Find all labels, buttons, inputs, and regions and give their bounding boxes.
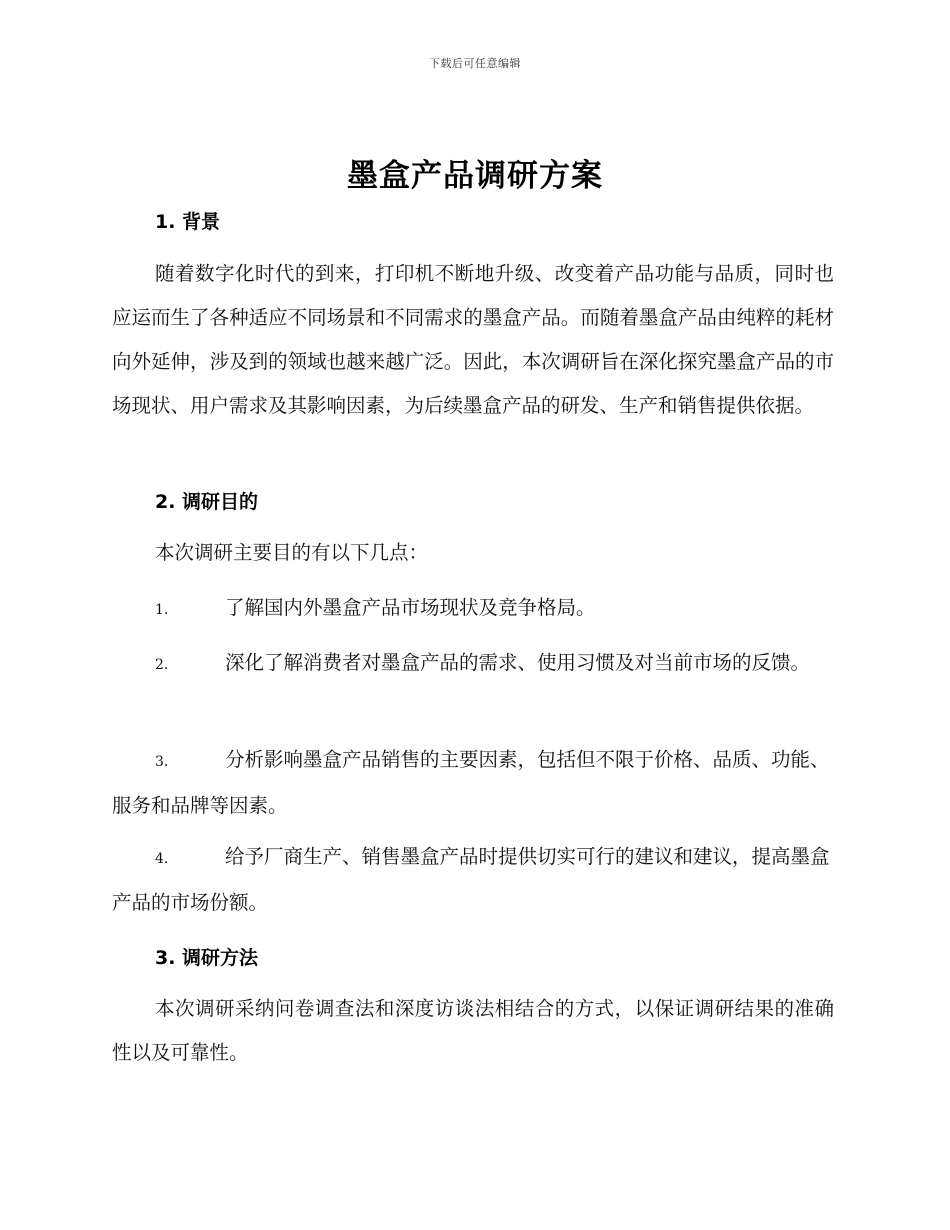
section-heading-method: 3. 调研方法 [155,947,259,969]
list-item-text: 了解国内外墨盒产品市场现状及竞争格局。 [225,596,596,619]
list-item-text: 深化了解消费者对墨盒产品的需求、使用习惯及对当前市场的反馈。 [225,651,811,674]
list-item-number: 3. [155,754,169,770]
section-paragraph-background: 随着数字化时代的到来，打印机不断地升级、改变着产品功能与品质，同时也应运而生了各种适应不同场景和不同需求的墨盒产品。而随着墨盒产品由纯粹的耗材向外延伸，涉及到的领域也越来越广泛。因此，本次调研旨在深化探究墨盒产品的市场现状、用户需求及其影响因素，为后续墨盒产品的研发、生产和销售提供依据。 [112,262,834,417]
document-title: 墨盒产品调研方案 [347,158,603,194]
section-paragraph-method: 本次调研采纳问卷调查法和深度访谈法相结合的方式，以保证调研结果的准确性以及可靠性。 [112,997,834,1064]
list-item [112,835,834,925]
list-item-number: 4. [155,851,169,867]
section-heading-purpose: 2. 调研目的 [155,491,259,513]
list-item-text: 给予厂商生产、销售墨盒产品时提供切实可行的建议和建议，提高墨盒产品的市场份额。 [112,845,830,914]
section-intro-purpose: 本次调研主要目的有以下几点： [155,541,429,564]
header-note: 下载后可任意编辑 [429,57,521,70]
list-item [112,641,834,687]
list-item [112,586,834,632]
list-item [112,738,834,828]
list-item-text: 分析影响墨盒产品销售的主要因素，包括但不限于价格、品质、功能、服务和品牌等因素。 [112,748,830,817]
list-item-number: 1. [155,602,169,618]
list-item-number: 2. [155,657,169,673]
section-heading-background: 1. 背景 [155,211,221,233]
